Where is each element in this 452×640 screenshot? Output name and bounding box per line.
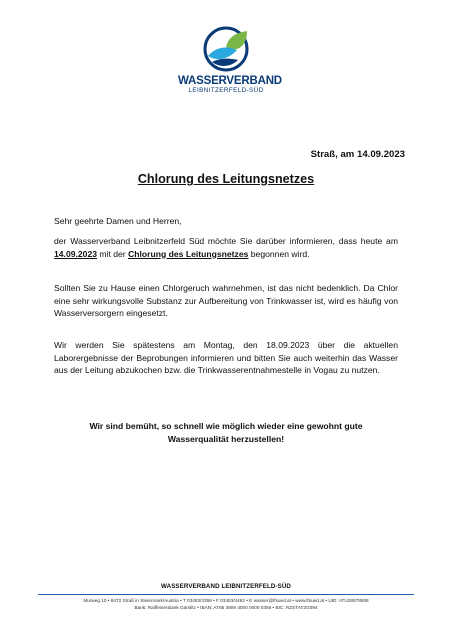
paragraph-announcement: [54, 235, 398, 260]
chlorination-topic: Chlorung des Leitungsnetzes: [128, 248, 249, 259]
paragraph-chlorine-info: [54, 282, 398, 320]
closing-statement: [54, 420, 398, 445]
footer-organization-name: WASSERVERBAND LEIBNITZERFELD-SÜD: [161, 583, 291, 590]
closing-line-1: Wir sind bemüht, so schnell wie möglich wieder eine gewohnt gute: [89, 421, 363, 431]
paragraph-chlorine-info-text: Sollten Sie zu Hause einen Chlorgeruch wahrnehmen, ist das nicht bedenklich. Da Chlor eine sehr wirkungsvolle Substanz zur Aufbereitung von Trinkwasser ist, wird es häufig von Wasserversorgern eingesetzt.: [54, 283, 398, 319]
start-date: 14.09.2023: [54, 248, 98, 259]
organization-subtitle: LEIBNITZERFELD-SÜD: [188, 87, 264, 94]
announcement-middle: mit der: [97, 248, 129, 259]
letter-title: Chlorung des Leitungsnetzes: [137, 172, 315, 186]
salutation-text: Sehr geehrte Damen und Herren,: [54, 216, 182, 226]
paragraph-lab-results: [54, 339, 398, 377]
water-leaf-icon: [203, 26, 249, 72]
footer-divider: [38, 594, 414, 595]
salutation: [54, 215, 398, 228]
letter-date: Straß, am 14.09.2023: [310, 149, 405, 160]
organization-name: WASSERVERBAND: [178, 75, 282, 87]
paragraph-lab-results-text: Wir werden Sie spätestens am Montag, den 18.09.2023 über die aktuellen Laborergebnisse der Beprobungen informieren und bitten Sie auch weiterhin das Wasser aus der Leitung abzukochen bzw. die Trinkwasserentnahmestelle in Vogau zu nutzen.: [54, 340, 398, 376]
announcement-end: begonnen wird.: [248, 248, 310, 259]
footer-bank-line: Bank: Raiffeisenbank Gamlitz • IBAN: AT65 3809 4000 0000 0356 • BIC: RZSTAT2G094: [134, 605, 318, 610]
paragraph-announcement-text: [54, 235, 398, 260]
organization-logo: [178, 26, 282, 95]
closing-line-2: Wasserqualität herzustellen!: [167, 433, 285, 444]
footer-contact-line: Murweg 10 • 8472 Straß in Steiermark/Austria • T 03453/3399 • F 03453/4462 • E wasser@lfsued.at • www.lfsued.at • UID: ATU28578508: [83, 598, 369, 603]
announcement-intro: der Wasserverband Leibnitzerfeld Süd möchte Sie darüber informieren, dass heute am: [54, 236, 398, 246]
